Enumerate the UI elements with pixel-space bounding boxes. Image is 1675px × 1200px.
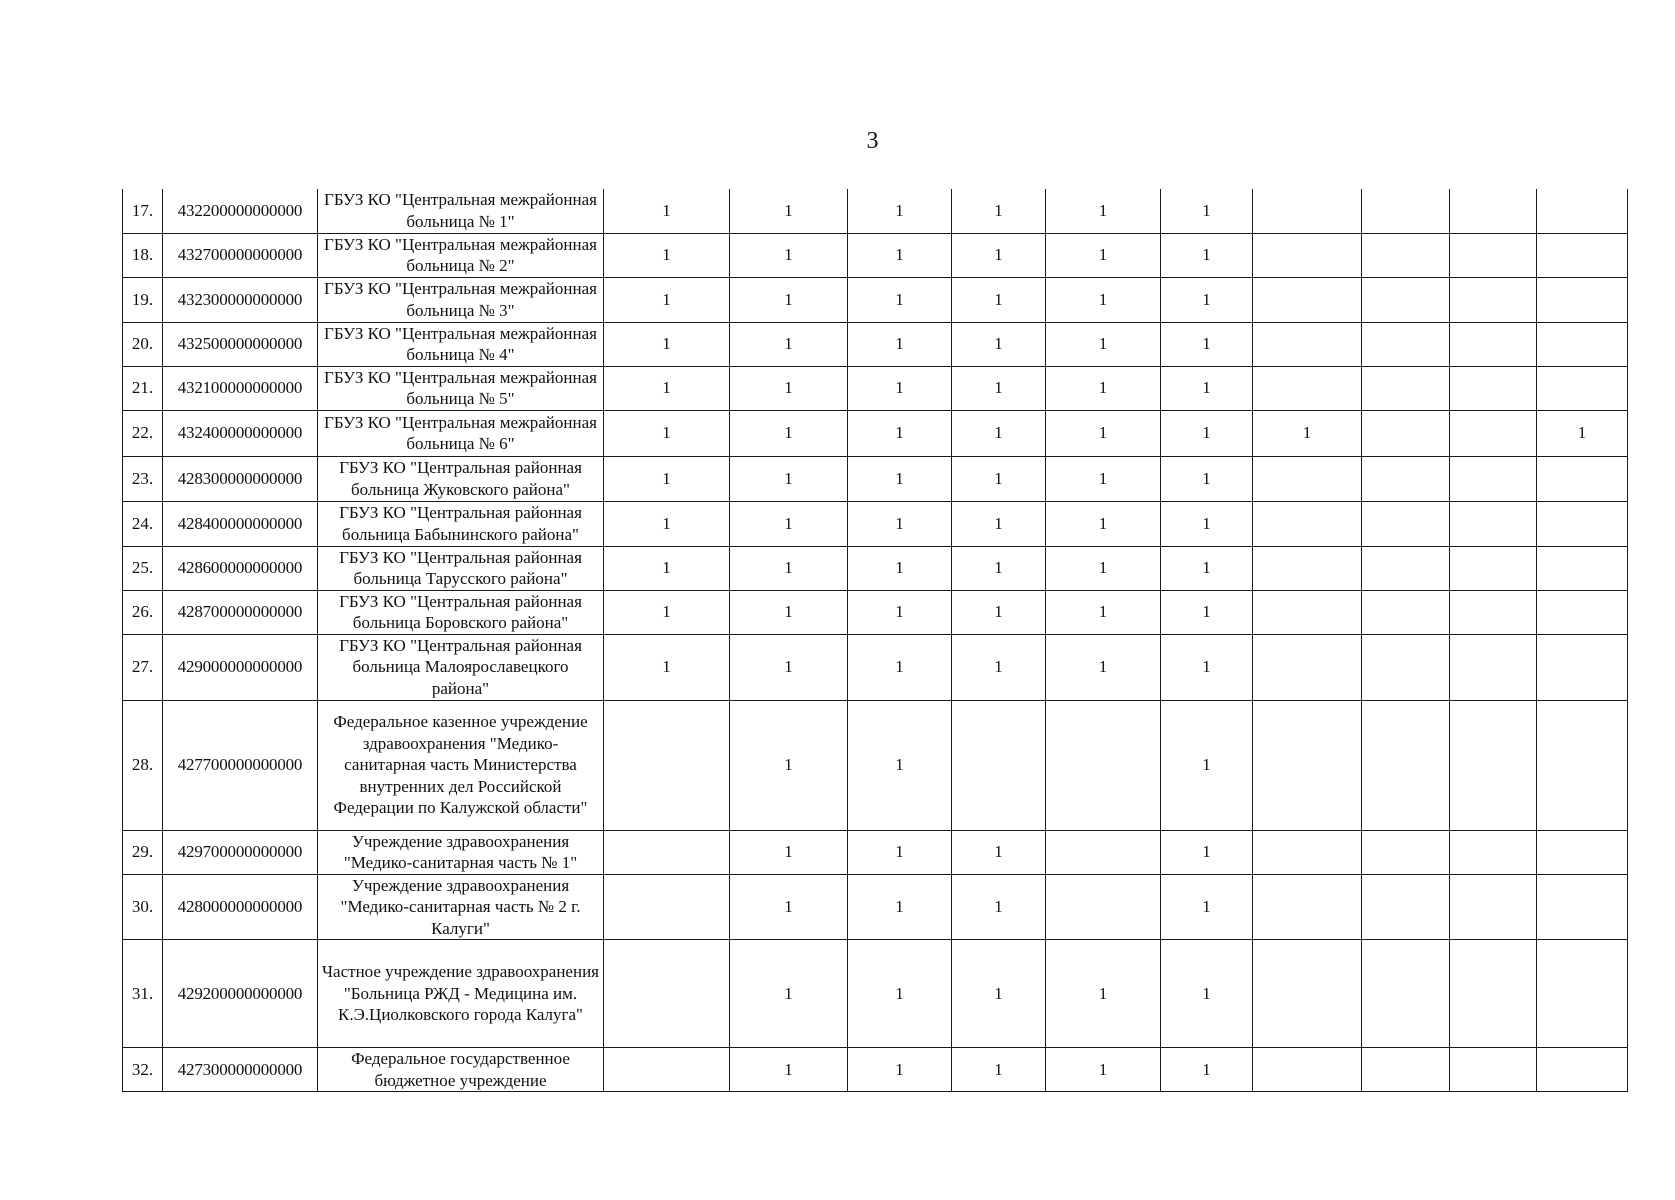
mark-cell: 1 [952,501,1046,546]
mark-cell: 1 [1046,546,1161,590]
row-number: 31. [123,940,163,1048]
mark-cell: 1 [1161,456,1253,501]
mark-cell: 1 [848,634,952,700]
mark-cell: 1 [730,501,848,546]
row-number: 23. [123,456,163,501]
mark-cell [1450,501,1537,546]
mark-cell: 1 [1046,634,1161,700]
mark-cell: 1 [952,456,1046,501]
mark-cell [1362,940,1450,1048]
mark-cell: 1 [604,277,730,322]
mark-cell [604,874,730,940]
mark-cell [1253,501,1362,546]
organization-name: ГБУЗ КО "Центральная межрайонная больница № 2" [318,233,604,277]
mark-cell: 1 [730,366,848,410]
mark-cell [1450,456,1537,501]
mark-cell: 1 [952,277,1046,322]
mark-cell: 1 [952,410,1046,456]
mark-cell: 1 [952,189,1046,233]
mark-cell: 1 [848,546,952,590]
mark-cell: 1 [1161,874,1253,940]
organization-name: Федеральное казенное учреждение здравоохранения "Медико-санитарная часть Министерства внутренних дел Российской Федерации по Калужской области" [318,700,604,830]
organization-name: ГБУЗ КО "Центральная районная больница Малоярославецкого района" [318,634,604,700]
organization-name: ГБУЗ КО "Центральная межрайонная больница № 3" [318,277,604,322]
row-number: 21. [123,366,163,410]
mark-cell [1362,233,1450,277]
organization-code: 432100000000000 [163,366,318,410]
table-row [123,366,1628,410]
table-row [123,456,1628,501]
organization-code: 432200000000000 [163,189,318,233]
row-number: 18. [123,233,163,277]
organization-code: 429700000000000 [163,830,318,874]
table-row [123,590,1628,634]
table-row [123,830,1628,874]
table-row [123,410,1628,456]
mark-cell [1537,546,1628,590]
mark-cell: 1 [848,233,952,277]
mark-cell [1253,546,1362,590]
organization-code: 429000000000000 [163,634,318,700]
mark-cell [1537,233,1628,277]
mark-cell: 1 [1253,410,1362,456]
mark-cell: 1 [604,590,730,634]
organization-code: 432300000000000 [163,277,318,322]
mark-cell [1362,1048,1450,1092]
mark-cell: 1 [1161,546,1253,590]
mark-cell: 1 [730,233,848,277]
mark-cell: 1 [1046,456,1161,501]
mark-cell: 1 [848,322,952,366]
mark-cell: 1 [730,940,848,1048]
mark-cell [1362,700,1450,830]
mark-cell [1253,830,1362,874]
mark-cell: 1 [730,189,848,233]
mark-cell: 1 [730,277,848,322]
mark-cell [1253,189,1362,233]
mark-cell: 1 [848,940,952,1048]
mark-cell: 1 [1046,590,1161,634]
mark-cell [1537,940,1628,1048]
mark-cell [1362,189,1450,233]
table-row [123,277,1628,322]
mark-cell: 1 [848,830,952,874]
mark-cell [1450,366,1537,410]
mark-cell: 1 [730,830,848,874]
table-body [123,189,1628,1092]
row-number: 27. [123,634,163,700]
mark-cell: 1 [848,700,952,830]
mark-cell: 1 [952,322,1046,366]
organization-name: Учреждение здравоохранения "Медико-санитарная часть № 1" [318,830,604,874]
mark-cell [1253,322,1362,366]
mark-cell [1362,590,1450,634]
mark-cell: 1 [1161,366,1253,410]
table-row [123,233,1628,277]
mark-cell: 1 [1161,590,1253,634]
mark-cell: 1 [604,456,730,501]
mark-cell [1537,1048,1628,1092]
mark-cell [1450,410,1537,456]
organization-code: 427300000000000 [163,1048,318,1092]
mark-cell: 1 [730,322,848,366]
row-number: 32. [123,1048,163,1092]
mark-cell [1450,322,1537,366]
mark-cell [1253,590,1362,634]
mark-cell [1362,830,1450,874]
row-number: 29. [123,830,163,874]
mark-cell [1362,874,1450,940]
mark-cell: 1 [1161,634,1253,700]
mark-cell [1046,874,1161,940]
row-number: 20. [123,322,163,366]
page-number: 3 [866,128,879,154]
table-row [123,322,1628,366]
mark-cell [1046,700,1161,830]
mark-cell: 1 [848,189,952,233]
mark-cell: 1 [952,940,1046,1048]
mark-cell: 1 [1537,410,1628,456]
organization-code: 428300000000000 [163,456,318,501]
organization-code: 432400000000000 [163,410,318,456]
mark-cell [952,700,1046,830]
mark-cell: 1 [730,874,848,940]
mark-cell [1537,366,1628,410]
mark-cell [1450,874,1537,940]
mark-cell: 1 [1161,501,1253,546]
mark-cell [1450,700,1537,830]
organization-name: ГБУЗ КО "Центральная районная больница Боровского района" [318,590,604,634]
mark-cell [1537,322,1628,366]
mark-cell [604,940,730,1048]
organization-code: 428000000000000 [163,874,318,940]
organization-name: ГБУЗ КО "Центральная районная больница Тарусского района" [318,546,604,590]
mark-cell: 1 [848,410,952,456]
mark-cell: 1 [604,366,730,410]
row-number: 30. [123,874,163,940]
organization-code: 428400000000000 [163,501,318,546]
organization-name: ГБУЗ КО "Центральная межрайонная больница № 4" [318,322,604,366]
mark-cell: 1 [730,410,848,456]
register-table [122,189,1628,1092]
organization-code: 428600000000000 [163,546,318,590]
mark-cell: 1 [730,456,848,501]
mark-cell [1450,634,1537,700]
organization-name: ГБУЗ КО "Центральная межрайонная больница № 1" [318,189,604,233]
mark-cell: 1 [1046,1048,1161,1092]
organization-code: 432500000000000 [163,322,318,366]
mark-cell: 1 [952,634,1046,700]
organization-name: ГБУЗ КО "Центральная районная больница Жуковского района" [318,456,604,501]
mark-cell [1362,456,1450,501]
table-row [123,700,1628,830]
organization-name: ГБУЗ КО "Центральная районная больница Бабынинского района" [318,501,604,546]
mark-cell: 1 [1161,410,1253,456]
mark-cell: 1 [1046,410,1161,456]
organization-name: Учреждение здравоохранения "Медико-санитарная часть № 2 г. Калуги" [318,874,604,940]
mark-cell: 1 [1161,233,1253,277]
organization-code: 432700000000000 [163,233,318,277]
mark-cell: 1 [604,233,730,277]
mark-cell: 1 [1046,189,1161,233]
row-number: 19. [123,277,163,322]
mark-cell [1362,501,1450,546]
mark-cell [1362,322,1450,366]
mark-cell: 1 [848,277,952,322]
mark-cell [1253,940,1362,1048]
mark-cell [1450,590,1537,634]
row-number: 22. [123,410,163,456]
mark-cell: 1 [730,700,848,830]
mark-cell [1362,634,1450,700]
mark-cell: 1 [848,501,952,546]
mark-cell [1253,1048,1362,1092]
mark-cell [1537,830,1628,874]
mark-cell: 1 [952,874,1046,940]
mark-cell: 1 [1161,322,1253,366]
mark-cell: 1 [1161,189,1253,233]
mark-cell: 1 [604,322,730,366]
organization-name: ГБУЗ КО "Центральная межрайонная больница № 5" [318,366,604,410]
table-row [123,189,1628,233]
organization-name: ГБУЗ КО "Центральная межрайонная больница № 6" [318,410,604,456]
mark-cell: 1 [1046,940,1161,1048]
mark-cell: 1 [848,456,952,501]
mark-cell: 1 [1046,501,1161,546]
mark-cell [1537,501,1628,546]
row-number: 17. [123,189,163,233]
row-number: 24. [123,501,163,546]
table-row [123,546,1628,590]
mark-cell: 1 [730,590,848,634]
mark-cell: 1 [1046,277,1161,322]
mark-cell: 1 [952,590,1046,634]
table-row [123,634,1628,700]
mark-cell [604,830,730,874]
table-row [123,501,1628,546]
mark-cell [1046,830,1161,874]
mark-cell [1362,277,1450,322]
mark-cell: 1 [952,546,1046,590]
mark-cell: 1 [730,634,848,700]
mark-cell: 1 [730,546,848,590]
mark-cell: 1 [952,830,1046,874]
organization-code: 428700000000000 [163,590,318,634]
mark-cell: 1 [1161,277,1253,322]
mark-cell: 1 [1161,1048,1253,1092]
mark-cell: 1 [848,366,952,410]
mark-cell [1253,456,1362,501]
organization-code: 429200000000000 [163,940,318,1048]
mark-cell [1450,940,1537,1048]
mark-cell: 1 [1161,700,1253,830]
mark-cell [1537,700,1628,830]
mark-cell [1450,189,1537,233]
organization-code: 427700000000000 [163,700,318,830]
table-row [123,1048,1628,1092]
mark-cell [1362,410,1450,456]
mark-cell: 1 [848,1048,952,1092]
mark-cell [1362,546,1450,590]
mark-cell [1537,874,1628,940]
mark-cell: 1 [730,1048,848,1092]
organization-name: Частное учреждение здравоохранения "Больница РЖД - Медицина им. К.Э.Циолковского города Калуга" [318,940,604,1048]
mark-cell [1450,1048,1537,1092]
mark-cell [1253,700,1362,830]
organization-name: Федеральное государственное бюджетное учреждение [318,1048,604,1092]
mark-cell: 1 [952,1048,1046,1092]
mark-cell: 1 [848,874,952,940]
mark-cell [1537,634,1628,700]
mark-cell: 1 [1161,940,1253,1048]
mark-cell: 1 [604,501,730,546]
mark-cell [1537,590,1628,634]
mark-cell: 1 [604,410,730,456]
row-number: 28. [123,700,163,830]
mark-cell: 1 [952,366,1046,410]
mark-cell [1253,366,1362,410]
mark-cell [1450,830,1537,874]
mark-cell: 1 [1046,322,1161,366]
mark-cell [1450,233,1537,277]
mark-cell [1450,277,1537,322]
mark-cell: 1 [1046,366,1161,410]
mark-cell [1253,233,1362,277]
table-row [123,940,1628,1048]
mark-cell [604,700,730,830]
mark-cell: 1 [848,590,952,634]
mark-cell [1253,874,1362,940]
mark-cell: 1 [604,546,730,590]
mark-cell [1450,546,1537,590]
row-number: 26. [123,590,163,634]
mark-cell [1362,366,1450,410]
row-number: 25. [123,546,163,590]
mark-cell: 1 [1161,830,1253,874]
mark-cell: 1 [604,189,730,233]
mark-cell [1537,277,1628,322]
mark-cell [1253,277,1362,322]
mark-cell: 1 [1046,233,1161,277]
mark-cell [604,1048,730,1092]
mark-cell [1253,634,1362,700]
mark-cell [1537,456,1628,501]
table-row [123,874,1628,940]
mark-cell: 1 [952,233,1046,277]
mark-cell: 1 [604,634,730,700]
mark-cell [1537,189,1628,233]
